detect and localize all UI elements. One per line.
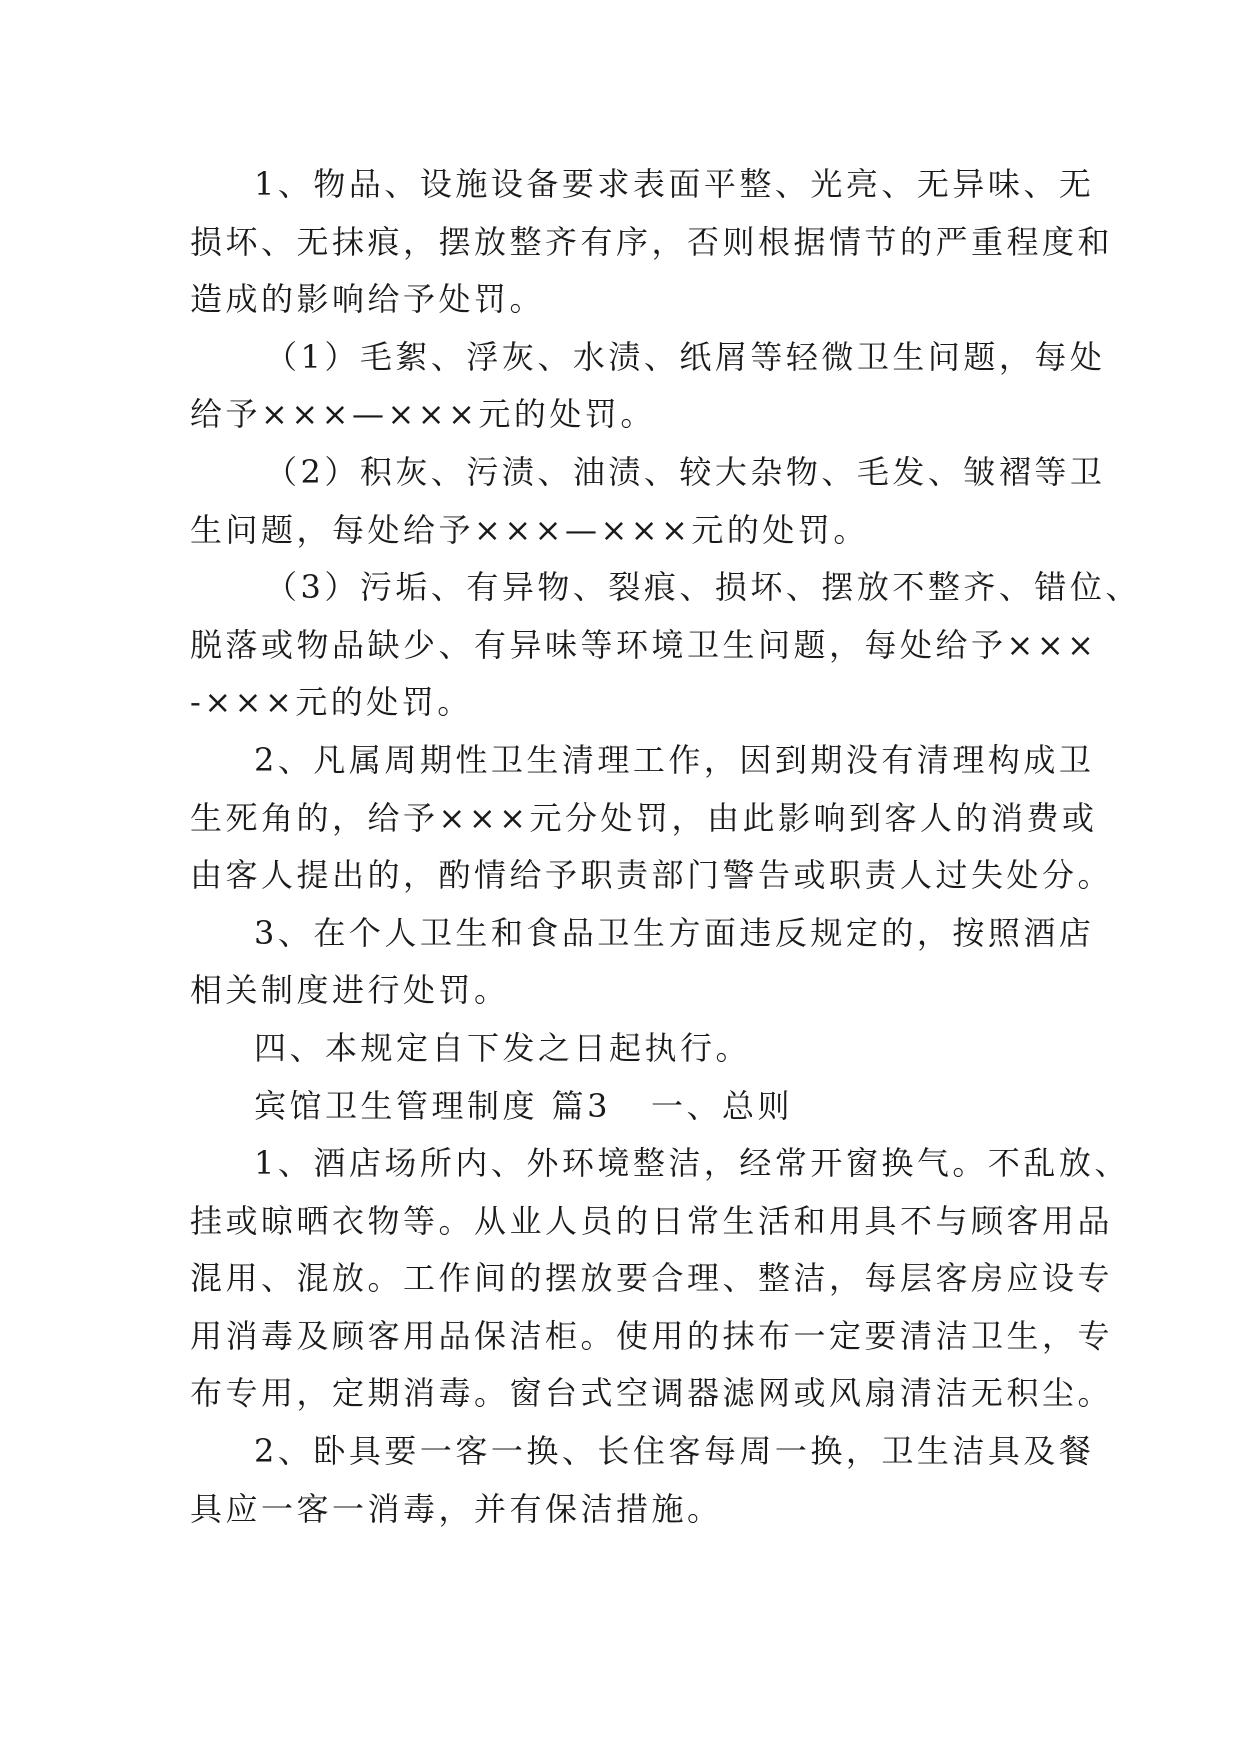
paragraph-line: 生死角的，给予×××元分处罚，由此影响到客人的消费或 [190, 798, 1098, 837]
paragraph-line: 混用、混放。工作间的摆放要合理、整洁，每层客房应设专 [190, 1259, 1114, 1298]
paragraph-line: 2、卧具要一客一换、长住客每周一换，卫生洁具及餐 [254, 1432, 1095, 1471]
paragraph-line: 3、在个人卫生和食品卫生方面违反规定的，按照酒店 [254, 913, 1095, 952]
paragraph-line: 2、凡属周期性卫生清理工作，因到期没有清理构成卫 [254, 740, 1095, 779]
paragraph-line: 布专用，定期消毒。窗台式空调器滤网或风扇清洁无积尘。 [190, 1374, 1114, 1413]
paragraph-line: 相关制度进行处罚。 [190, 971, 510, 1010]
paragraph-line: 损坏、无抹痕，摆放整齐有序，否则根据情节的严重程度和 [190, 222, 1114, 261]
paragraph-line: 给予×××—×××元的处罚。 [190, 395, 656, 434]
section-heading-line [190, 1078, 1070, 1136]
paragraph-line: （1）毛絮、浮灰、水渍、纸屑等轻微卫生问题，每处 [265, 337, 1106, 376]
document-body [190, 156, 1141, 1538]
paragraph-line: （2）积灰、污渍、油渍、较大杂物、毛发、皱褶等卫 [265, 452, 1106, 491]
paragraph-line: 由客人提出的，酌情给予职责部门警告或职责人过失处分。 [190, 856, 1114, 895]
paragraph-line: 脱落或物品缺少、有异味等环境卫生问题，每处给予××× [190, 625, 1098, 664]
section-subtitle: 一、总则 [651, 1086, 794, 1125]
paragraph-line: 造成的影响给予处罚。 [190, 280, 546, 319]
paragraph-line: （3）污垢、有异物、裂痕、损坏、摆放不整齐、错位、 [265, 568, 1141, 607]
paragraph-line: 1、物品、设施设备要求表面平整、光亮、无异味、无 [254, 165, 1095, 203]
paragraph-line: -×××元的处罚。 [190, 683, 473, 722]
paragraph-line: 四、本规定自下发之日起执行。 [254, 1028, 752, 1067]
paragraph-line: 生问题，每处给予×××—×××元的处罚。 [190, 510, 869, 549]
section-title: 宾馆卫生管理制度 篇3 [254, 1086, 612, 1125]
paragraph-line: 用消毒及顾客用品保洁柜。使用的抹布一定要清洁卫生，专 [190, 1316, 1114, 1355]
paragraph-line: 1、酒店场所内、外环境整洁，经常开窗换气。不乱放、 [254, 1144, 1130, 1183]
paragraph-line: 具应一客一消毒，并有保洁措施。 [190, 1489, 723, 1528]
paragraph-line: 挂或晾晒衣物等。从业人员的日常生活和用具不与顾客用品 [190, 1201, 1114, 1240]
